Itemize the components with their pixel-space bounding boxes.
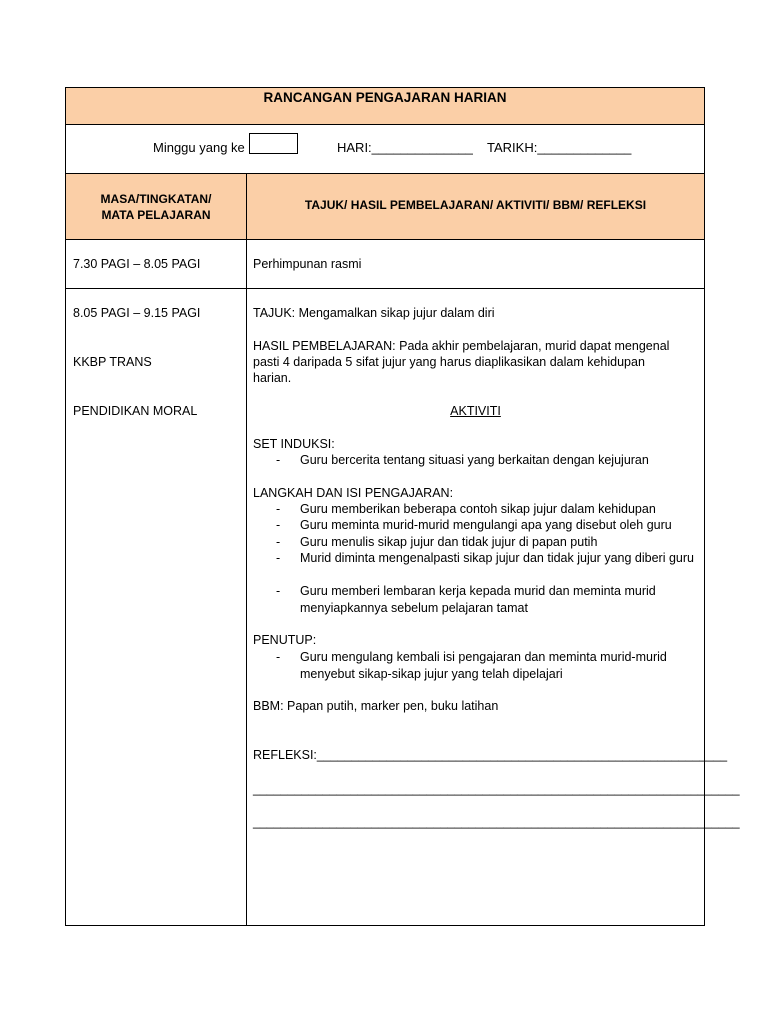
list-item: [276, 501, 696, 518]
row2-time: 8.05 PAGI – 9.15 PAGI: [73, 306, 201, 320]
set-induksi-item: Guru bercerita tentang situasi yang berkaitan dengan kejujuran: [300, 453, 649, 467]
list-item: [276, 550, 696, 584]
penutup-label: PENUTUP:: [253, 633, 317, 647]
bullet-dash: -: [276, 584, 281, 598]
tarikh-field: TARIKH:_____________: [487, 140, 632, 155]
header-left-line2: MATA PELAJARAN: [101, 208, 211, 222]
set-induksi-label: SET INDUKSI:: [253, 437, 335, 451]
page-title: RANCANGAN PENGAJARAN HARIAN: [263, 90, 507, 105]
header-left: [66, 191, 246, 223]
refleksi-line[interactable]: ______________________________________________________________________: [253, 782, 740, 796]
bbm: BBM: Papan putih, marker pen, buku latihan: [253, 699, 499, 713]
minggu-label: Minggu yang ke: [153, 140, 245, 155]
aktiviti-heading: AKTIVITI: [450, 404, 501, 418]
langkah-item: Murid diminta mengenalpasti sikap jujur dan tidak jujur yang diberi guru: [300, 551, 694, 565]
refleksi-line[interactable]: ______________________________________________________________________: [253, 815, 740, 829]
week-row: [66, 125, 704, 173]
bullet-dash: -: [276, 551, 281, 565]
divider: [66, 239, 704, 240]
header-row: [66, 174, 704, 239]
penutup-item: Guru mengulang kembali isi pengajaran dan meminta murid-murid menyebut sikap-sikap jujur yang telah dipelajari: [300, 650, 667, 681]
langkah-item: Guru meminta murid-murid mengulangi apa yang disebut oleh guru: [300, 518, 672, 532]
list-item: [276, 583, 696, 617]
hasil-line2: pasti 4 daripada 5 sifat jujur yang harus diaplikasikan dalam kehidupan: [253, 355, 645, 369]
row1-activity: Perhimpunan rasmi: [253, 257, 362, 271]
row2-class: KKBP TRANS: [73, 355, 152, 369]
lesson-plan-table: [65, 87, 740, 926]
hasil-line1: HASIL PEMBELAJARAN: Pada akhir pembelajaran, murid dapat mengenal: [253, 339, 670, 353]
bullet-dash: -: [276, 535, 281, 549]
column-divider: [246, 174, 247, 925]
title-row: [66, 88, 704, 124]
bullet-dash: -: [276, 502, 281, 516]
header-right: TAJUK/ HASIL PEMBELAJARAN/ AKTIVITI/ BBM/ REFLEKSI: [304, 198, 647, 212]
bullet-dash: -: [276, 453, 281, 467]
langkah-item: Guru memberi lembaran kerja kepada murid dan meminta murid menyiapkannya sebelum pelajaran tamat: [300, 584, 656, 615]
list-item: [276, 534, 696, 551]
hasil-line3: harian.: [253, 371, 292, 385]
divider: [66, 288, 704, 289]
refleksi-field[interactable]: REFLEKSI:___________________________________________________________: [253, 748, 728, 762]
langkah-label: LANGKAH DAN ISI PENGAJARAN:: [253, 486, 454, 500]
row1-time: 7.30 PAGI – 8.05 PAGI: [73, 257, 201, 271]
tajuk: TAJUK: Mengamalkan sikap jujur dalam diri: [253, 306, 495, 320]
langkah-item: Guru menulis sikap jujur dan tidak jujur di papan putih: [300, 535, 598, 549]
bullet-dash: -: [276, 518, 281, 532]
header-left-line1: MASA/TINGKATAN/: [100, 192, 212, 206]
list-item: [276, 517, 696, 534]
row2-subject: PENDIDIKAN MORAL: [73, 404, 198, 418]
langkah-item: Guru memberikan beberapa contoh sikap jujur dalam kehidupan: [300, 502, 656, 516]
list-item: [276, 649, 696, 683]
list-item: [276, 452, 696, 469]
bullet-dash: -: [276, 650, 281, 664]
minggu-input-box[interactable]: [249, 133, 298, 154]
hari-field: HARI:______________: [337, 140, 473, 155]
